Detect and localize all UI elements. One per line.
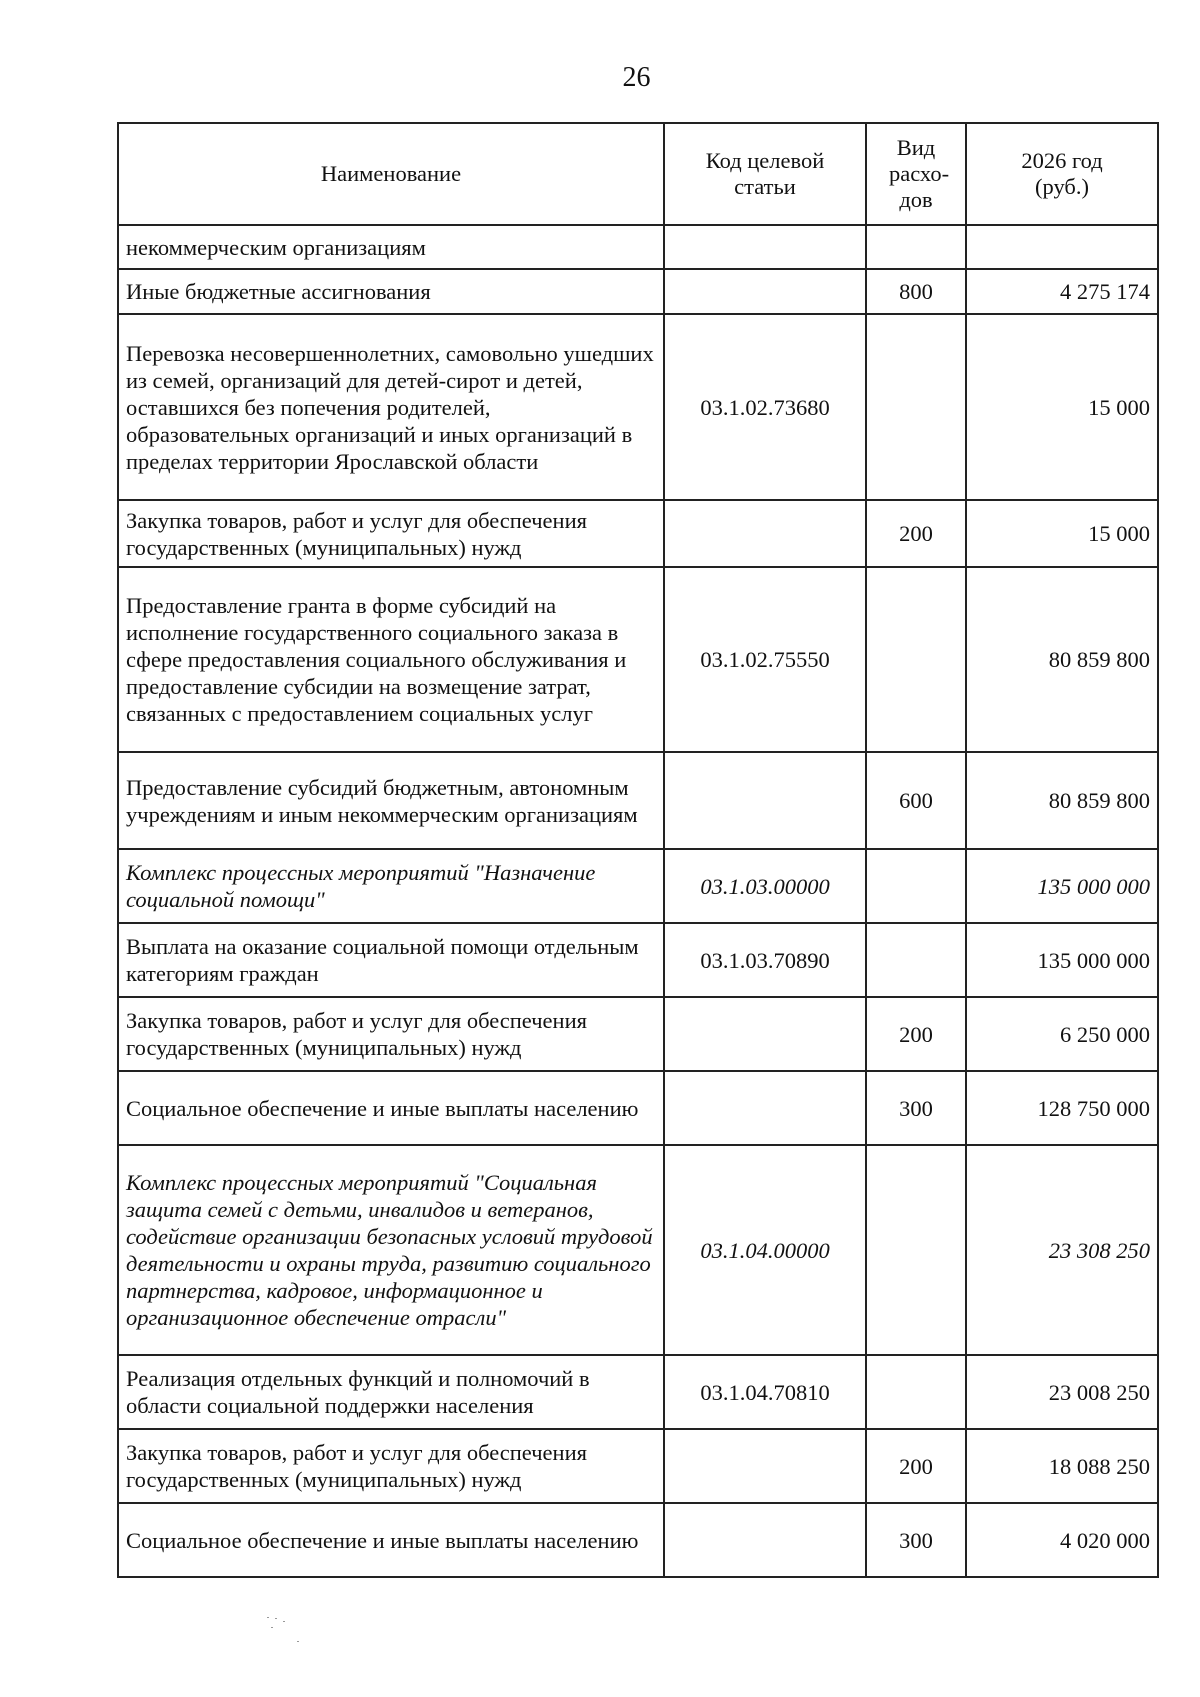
header-name: Наименование	[118, 123, 664, 225]
row-amount-cell: 80 859 800	[966, 752, 1158, 849]
row-code-cell	[664, 225, 866, 269]
row-name-cell: Закупка товаров, работ и услуг для обеспечения государственных (муниципальных) нужд	[118, 1429, 664, 1503]
table-row	[118, 314, 1158, 500]
row-amount-cell: 135 000 000	[966, 849, 1158, 923]
page-number: 26	[622, 62, 651, 93]
header-type: Вид расхо-дов	[866, 123, 966, 225]
row-amount-cell: 18 088 250	[966, 1429, 1158, 1503]
row-type-cell	[866, 314, 966, 500]
table-row	[118, 997, 1158, 1071]
row-name-cell: Закупка товаров, работ и услуг для обеспечения государственных (муниципальных) нужд	[118, 500, 664, 567]
row-name-cell: Предоставление субсидий бюджетным, автономным учреждениям и иным некоммерческим организациям	[118, 752, 664, 849]
row-code-cell: 03.1.04.70810	[664, 1355, 866, 1429]
row-code-cell	[664, 1071, 866, 1145]
table-row	[118, 752, 1158, 849]
header-code: Код целевой статьи	[664, 123, 866, 225]
row-name-cell: Предоставление гранта в форме субсидий на исполнение государственного социального заказа в сфере предоставления социального обслуживания и предоставление субсидии на возмещение затрат, связанных с предоставлением социальных услуг	[118, 567, 664, 752]
row-name-cell: Выплата на оказание социальной помощи отдельным категориям граждан	[118, 923, 664, 997]
row-name-cell: Перевозка несовершеннолетних, самовольно ушедших из семей, организаций для детей-сирот и детей, оставшихся без попечения родителей, образовательных организаций и иных организаций в пределах территории Ярославской области	[118, 314, 664, 500]
row-amount-cell: 128 750 000	[966, 1071, 1158, 1145]
row-type-cell	[866, 1145, 966, 1355]
row-type-cell: 300	[866, 1503, 966, 1577]
row-code-cell	[664, 752, 866, 849]
row-type-cell: 300	[866, 1071, 966, 1145]
row-code-cell: 03.1.03.70890	[664, 923, 866, 997]
header-amount: 2026 год (руб.)	[966, 123, 1158, 225]
row-amount-cell: 23 308 250	[966, 1145, 1158, 1355]
row-type-cell	[866, 1355, 966, 1429]
row-name-cell: Социальное обеспечение и иные выплаты населению	[118, 1503, 664, 1577]
table-row	[118, 1071, 1158, 1145]
row-type-cell: 200	[866, 500, 966, 567]
table-row	[118, 567, 1158, 752]
table-row	[118, 500, 1158, 567]
row-code-cell	[664, 1503, 866, 1577]
row-type-cell: 800	[866, 269, 966, 314]
table-row	[118, 225, 1158, 269]
row-code-cell	[664, 1429, 866, 1503]
row-amount-cell: 80 859 800	[966, 567, 1158, 752]
row-code-cell: 03.1.04.00000	[664, 1145, 866, 1355]
row-amount-cell: 15 000	[966, 314, 1158, 500]
row-amount-cell: 15 000	[966, 500, 1158, 567]
row-type-cell	[866, 225, 966, 269]
row-type-cell	[866, 923, 966, 997]
row-name-cell: Комплекс процессных мероприятий "Социальная защита семей с детьми, инвалидов и ветеранов, содействие организации безопасных условий трудовой деятельности и охраны труда, развитию социального партнерства, кадровое, информационное и организационное обеспечение отрасли"	[118, 1145, 664, 1355]
row-code-cell: 03.1.02.73680	[664, 314, 866, 500]
row-amount-cell	[966, 225, 1158, 269]
row-code-cell: 03.1.03.00000	[664, 849, 866, 923]
row-name-cell: Реализация отдельных функций и полномочий в области социальной поддержки населения	[118, 1355, 664, 1429]
table-row	[118, 1429, 1158, 1503]
row-type-cell: 600	[866, 752, 966, 849]
row-code-cell	[664, 997, 866, 1071]
row-name-cell: Иные бюджетные ассигнования	[118, 269, 664, 314]
row-name-cell: Комплекс процессных мероприятий "Назначение социальной помощи"	[118, 849, 664, 923]
row-type-cell	[866, 567, 966, 752]
budget-table	[117, 122, 1159, 1578]
table-row	[118, 1355, 1158, 1429]
row-type-cell	[866, 849, 966, 923]
row-code-cell	[664, 500, 866, 567]
row-amount-cell: 23 008 250	[966, 1355, 1158, 1429]
scan-specks	[265, 1615, 305, 1645]
row-type-cell: 200	[866, 997, 966, 1071]
row-amount-cell: 135 000 000	[966, 923, 1158, 997]
table-row	[118, 269, 1158, 314]
row-name-cell: некоммерческим организациям	[118, 225, 664, 269]
table-row	[118, 1503, 1158, 1577]
table-header-row	[118, 123, 1158, 225]
table-row	[118, 849, 1158, 923]
row-type-cell: 200	[866, 1429, 966, 1503]
row-code-cell	[664, 269, 866, 314]
table-row	[118, 1145, 1158, 1355]
row-amount-cell: 6 250 000	[966, 997, 1158, 1071]
row-amount-cell: 4 275 174	[966, 269, 1158, 314]
row-amount-cell: 4 020 000	[966, 1503, 1158, 1577]
table-body	[118, 225, 1158, 1577]
table-row	[118, 923, 1158, 997]
row-name-cell: Закупка товаров, работ и услуг для обеспечения государственных (муниципальных) нужд	[118, 997, 664, 1071]
row-code-cell: 03.1.02.75550	[664, 567, 866, 752]
row-name-cell: Социальное обеспечение и иные выплаты населению	[118, 1071, 664, 1145]
